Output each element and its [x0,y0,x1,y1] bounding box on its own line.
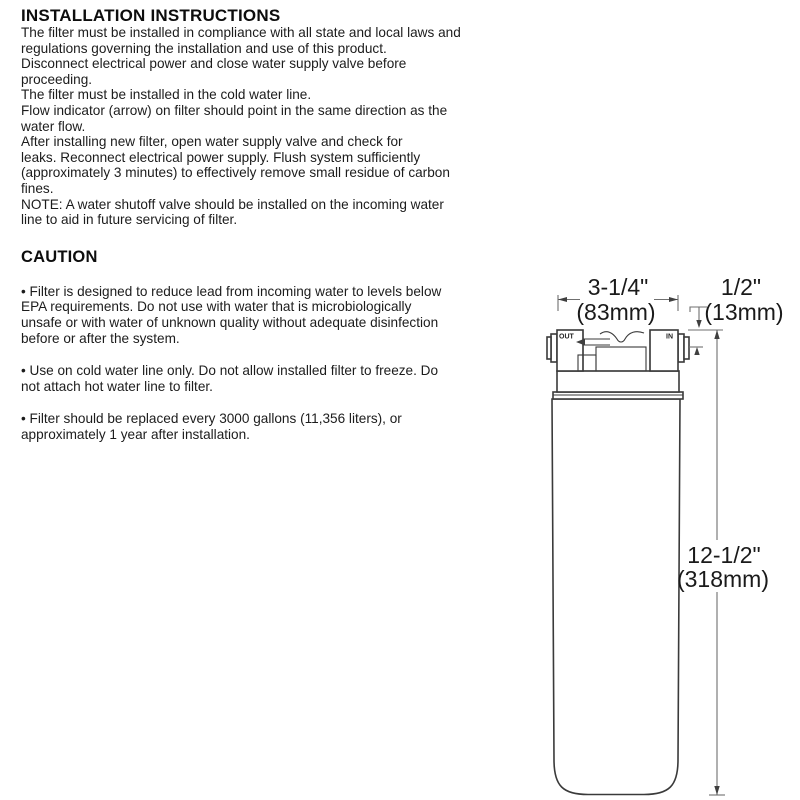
caution-paragraph [21,284,536,346]
arrowhead-up-icon [714,330,719,339]
arrowhead-left-icon [558,297,567,302]
text-line: NOTE: A water shutoff valve should be installed on the incoming water [21,196,444,212]
out-port-cap [547,337,551,359]
text-line: After installing new filter, open water supply valve and check for [21,134,403,150]
filter-body [552,399,680,795]
text-line: proceeding. [21,71,93,87]
text-line: The filter must be installed in compliance with all state and local laws and [21,25,461,40]
text-line: • Filter should be replaced every 3000 gallons (11,356 liters), or [21,411,402,427]
in-port-label: IN [666,333,673,341]
out-port-label: OUT [559,333,574,341]
installation-title: INSTALLATION INSTRUCTIONS [21,6,281,25]
text-line: before or after the system. [21,330,180,346]
text-line: Disconnect electrical power and close water supply valve before [21,56,407,72]
text-line: • Use on cold water line only. Do not allow installed filter to freeze. Do [21,363,439,379]
text-line: unsafe or with water of unknown quality without adequate disinfection [21,314,439,330]
width-inches-label: 3-1/4" [587,274,649,300]
text-line: line to aid in future servicing of filter. [21,212,238,228]
text-line: EPA requirements. Do not use with water that is microbiologically [21,299,412,315]
instruction-text-column [21,7,536,442]
text-line: regulations governing the installation and use of this product. [21,40,387,56]
text-line: fines. [21,180,54,196]
arrowhead-down-icon [714,786,719,795]
head-collar [557,371,679,392]
offset-inches-label: 1/2" [720,274,762,300]
filter-head [547,330,689,399]
text-line: Flow indicator (arrow) on filter should point in the same direction as the [21,102,448,118]
head-center-bracket [583,330,650,371]
height-mm-label: (318mm) [676,566,770,592]
caution-paragraph [21,363,536,394]
caution-paragraph [21,411,536,442]
in-port-flange [678,334,684,362]
arrowhead-down-icon [696,320,701,328]
height-inches-label: 12-1/2" [687,542,761,568]
width-mm-label: (83mm) [576,299,656,325]
head-right-block [650,330,678,371]
arrowhead-right-icon [669,297,678,302]
filter-body-outline [552,399,680,795]
text-line: approximately 1 year after installation. [21,426,250,442]
arrowhead-up-icon [694,347,699,355]
in-port-cap [684,337,689,359]
text-line: not attach hot water line to filter. [21,378,213,394]
dimension-width [558,274,678,325]
dimension-offset [689,274,784,355]
text-line: (approximately 3 minutes) to effectively remove small residue of carbon [21,165,450,181]
caution-title: CAUTION [21,247,98,266]
text-line: water flow. [21,118,86,134]
dimension-height [677,330,769,795]
text-line: leaks. Reconnect electrical power supply. Flush system sufficiently [21,149,421,165]
head-center-box [596,347,646,371]
filter-diagram-svg [540,270,800,800]
text-line: • Filter is designed to reduce lead from incoming water to levels below [21,283,442,299]
filter-diagram [540,270,800,800]
offset-mm-label: (13mm) [704,299,784,325]
out-port-flange [551,334,557,362]
text-line: The filter must be installed in the cold water line. [21,87,312,103]
